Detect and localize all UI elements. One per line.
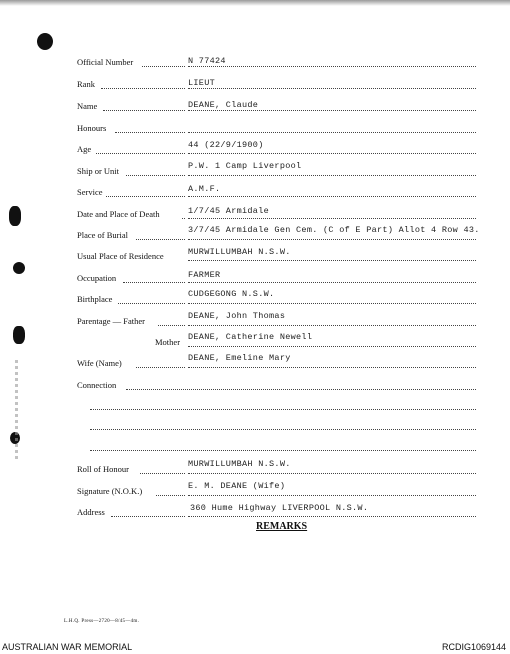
honours-label: Honours	[77, 123, 107, 133]
archive-footer	[0, 641, 510, 654]
entry-line	[188, 101, 476, 111]
entry-line	[188, 123, 476, 133]
dot-leader	[156, 486, 185, 496]
row-honours	[0, 123, 510, 141]
scan-top-edge	[0, 0, 510, 6]
age-value: 44 (22/9/1900)	[188, 140, 264, 150]
dot-leader	[101, 79, 185, 89]
address-label: Address	[77, 507, 105, 517]
dot-leader	[136, 230, 185, 240]
dot-leader	[106, 187, 185, 197]
dot-leader	[140, 464, 185, 474]
form-code: L.H.Q. Press—2720—8/45—4m.	[64, 619, 140, 624]
entry-line	[188, 337, 476, 347]
roll-of-honour-value: MURWILLUMBAH N.S.W.	[188, 459, 291, 469]
usual-residence-value: MURWILLUMBAH N.S.W.	[188, 247, 291, 257]
row-usual-residence	[0, 247, 510, 269]
date-place-death-label: Date and Place of Death	[77, 209, 160, 219]
mother-label: Mother	[155, 337, 181, 347]
row-wife	[0, 353, 510, 376]
ship-or-unit-label: Ship or Unit	[77, 166, 120, 176]
entry-line	[188, 507, 476, 517]
entry-line	[188, 316, 476, 326]
entry-line	[188, 187, 476, 197]
entry-line	[188, 273, 476, 283]
official-number-value: N 77424	[188, 56, 226, 66]
rank-value: LIEUT	[188, 78, 216, 88]
dot-leader	[111, 507, 185, 517]
row-address	[0, 503, 510, 525]
mother-value: DEANE, Catherine Newell	[188, 332, 313, 342]
service-value: A.M.F.	[188, 184, 221, 194]
ship-or-unit-value: P.W. 1 Camp Liverpool	[188, 161, 302, 171]
connection-line	[90, 441, 476, 451]
connection-label: Connection	[77, 380, 117, 390]
row-service	[0, 184, 510, 205]
name-label: Name	[77, 101, 98, 111]
dot-leader	[96, 144, 185, 154]
roll-of-honour-label: Roll of Honour	[77, 464, 129, 474]
dot-leader	[136, 358, 185, 368]
entry-line	[188, 144, 476, 154]
occupation-value: FARMER	[188, 270, 221, 280]
entry-line	[188, 79, 476, 89]
row-official-number	[0, 57, 510, 75]
punch-hole	[37, 33, 53, 50]
row-age	[0, 140, 510, 162]
date-place-death-value: 1/7/45 Armidale	[188, 206, 270, 216]
entry-line	[188, 251, 476, 261]
row-signature-nok	[0, 481, 510, 504]
place-of-burial-label: Place of Burial	[77, 230, 128, 240]
name-value: DEANE, Claude	[188, 100, 259, 110]
dot-leader	[142, 57, 185, 67]
row-name	[0, 101, 510, 119]
birthplace-value: CUDGEGONG N.S.W.	[188, 289, 275, 299]
entry-line	[188, 209, 476, 219]
address-value: 360 Hume Highway LIVERPOOL N.S.W.	[190, 503, 369, 513]
rank-label: Rank	[77, 79, 95, 89]
connection-line	[90, 420, 476, 430]
row-birthplace	[0, 289, 510, 312]
occupation-label: Occupation	[77, 273, 117, 283]
row-roll-of-honour	[0, 459, 510, 482]
row-rank	[0, 79, 510, 97]
usual-residence-label: Usual Place of Residence	[77, 251, 164, 261]
entry-line	[188, 358, 476, 368]
age-label: Age	[77, 144, 92, 154]
official-number-label: Official Number	[77, 57, 134, 67]
entry-line	[188, 464, 476, 474]
record-id: RCDIG1069144	[441, 642, 506, 652]
connection-line	[90, 400, 476, 410]
entry-line	[188, 57, 476, 67]
archive-name: AUSTRALIAN WAR MEMORIAL	[2, 642, 133, 652]
dot-leader	[126, 166, 185, 176]
signature-nok-value: E. M. DEANE (Wife)	[188, 481, 286, 491]
wife-value: DEANE, Emeline Mary	[188, 353, 291, 363]
entry-line	[188, 166, 476, 176]
place-of-burial-value: 3/7/45 Armidale Gen Cem. (C of E Part) Allot 4 Row 43.	[188, 225, 480, 235]
row-connection	[0, 380, 510, 398]
dot-leader	[123, 273, 185, 283]
remarks-heading: REMARKS	[256, 521, 308, 532]
dot-leader	[182, 209, 185, 219]
dot-leader	[103, 101, 185, 111]
parentage-father-value: DEANE, John Thomas	[188, 311, 286, 321]
dot-leader	[158, 316, 185, 326]
dot-leader	[118, 294, 185, 304]
dot-leader	[115, 123, 185, 133]
service-label: Service	[77, 187, 103, 197]
signature-nok-label: Signature (N.O.K.)	[77, 486, 143, 496]
entry-line	[188, 294, 476, 304]
parentage-father-label: Parentage — Father	[77, 316, 145, 326]
row-place-of-burial	[0, 225, 510, 248]
wife-label: Wife (Name)	[77, 358, 122, 368]
entry-line	[188, 230, 476, 240]
entry-line	[188, 486, 476, 496]
entry-line	[126, 380, 476, 390]
row-ship-or-unit	[0, 161, 510, 184]
birthplace-label: Birthplace	[77, 294, 113, 304]
